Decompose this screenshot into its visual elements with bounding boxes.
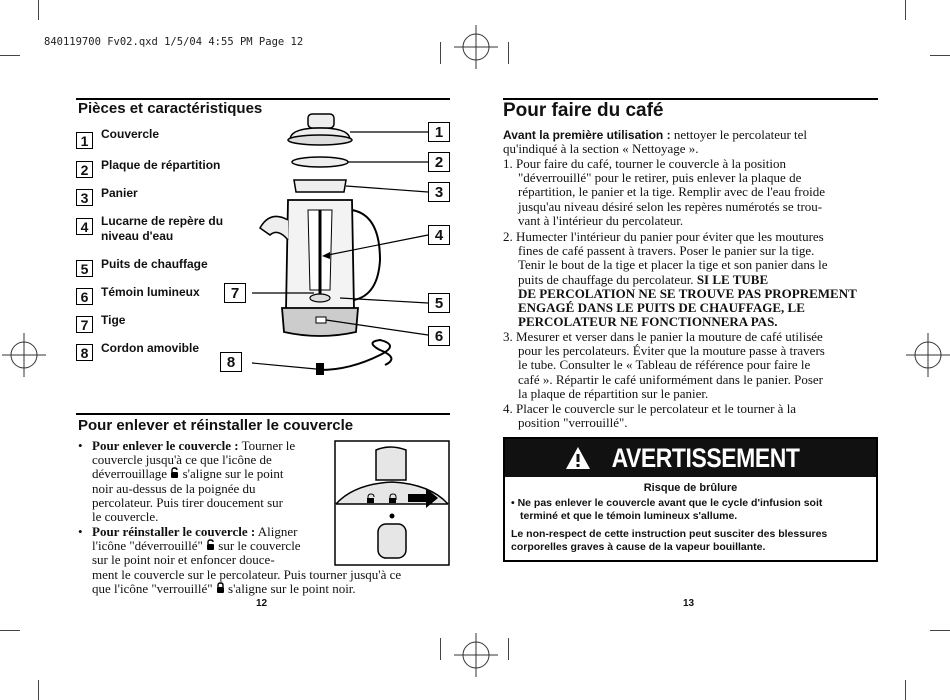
page-number-right: 13	[683, 598, 695, 609]
step-4: 4. Placer le couvercle sur le percolateur et le tourner à la position "verrouillé".	[503, 401, 797, 431]
crop-mark	[0, 55, 20, 56]
remove-lid-text: Pour enlever le couvercle : Tourner le couvercle jusqu'à ce que l'icône de déverrouillage s'aligne sur le point noir au-dessus de la poignée du percolateur. Puis tirer doucement sur le couvercle.	[92, 438, 296, 525]
part-number: 3	[76, 189, 93, 206]
callout-number: 4	[428, 225, 450, 245]
page-number-left: 12	[256, 598, 268, 609]
warning-note: Le non-respect de cette instruction peut susciter des blessures corporelles graves à cause de la vapeur bouillante.	[511, 528, 828, 553]
crop-mark	[930, 55, 950, 56]
intro-text: Avant la première utilisation : nettoyer le percolateur tel qu'indiqué à la section « Nettoyage ».	[503, 127, 808, 157]
lid-section-title: Pour enlever et réinstaller le couvercle	[78, 417, 354, 434]
lid-icon	[288, 114, 352, 145]
crop-mark	[905, 0, 906, 20]
part-number: 5	[76, 260, 93, 277]
warning-title: AVERTISSEMENT	[611, 442, 800, 473]
unlock-icon	[206, 539, 215, 551]
lock-icon	[216, 582, 225, 594]
part-label: Tige	[101, 313, 126, 327]
callout-number: 8	[220, 352, 242, 372]
part-label: Panier	[101, 186, 138, 200]
page-title: Pour faire du café	[503, 100, 664, 121]
registration-mark-icon	[454, 633, 498, 677]
part-number: 7	[76, 316, 93, 333]
percolator-illustration	[230, 110, 460, 390]
crop-mark	[38, 0, 39, 20]
section-rule	[76, 413, 450, 415]
warning-header	[505, 439, 876, 477]
part-label: Lucarne de repère du niveau d'eau	[101, 214, 224, 243]
indicator-light-icon	[316, 317, 326, 323]
unlock-icon	[170, 467, 179, 479]
warning-triangle-icon	[565, 446, 591, 470]
reinstall-lid-text: Pour réinstaller le couvercle : Aligner l'icône "déverrouillé" sur le couvercle sur le point noir et enfoncer douce- ment le couvercle sur le percolateur. Puis tourner jusqu'à ce que l'icône "verrouillé" s'aligne sur le point noir.	[92, 524, 402, 596]
file-slug: 840119700 Fv02.qxd 1/5/04 4:55 PM Page 12	[44, 36, 304, 48]
part-label: Couvercle	[101, 127, 160, 141]
crop-mark	[930, 630, 950, 631]
part-number: 8	[76, 344, 93, 361]
callout-number: 1	[428, 122, 450, 142]
cord-icon	[320, 340, 391, 370]
crop-mark	[0, 630, 20, 631]
part-label: Cordon amovible	[101, 341, 200, 355]
bullet: •	[78, 524, 83, 539]
part-label: Témoin lumineux	[101, 285, 200, 299]
parts-title: Pièces et caractéristiques	[78, 100, 263, 117]
basket-icon	[294, 180, 346, 192]
warning-bullet: • Ne pas enlever le couvercle avant que le cycle d'infusion soit terminé et que le témoin lumineux s'allume.	[511, 497, 823, 522]
crop-mark	[508, 638, 509, 660]
callout-number: 6	[428, 326, 450, 346]
part-number: 4	[76, 218, 93, 235]
step-2: 2. Humecter l'intérieur du panier pour éviter que les moutures fines de café passent à travers. Poser le panier sur la tige. Tenir le bout de la tige et placer la tige et son panier dans le puits de chauffage du percolateur. SI LE TUBE DE PERCOLATION NE SE TROUVE PAS PROPREMENT ENGAGÉ DANS LE PUITS DE CHAUFFAGE, LE PERCOLATEUR NE FONCTIONNERA PAS.	[503, 229, 857, 330]
callout-number: 3	[428, 182, 450, 202]
step-1: 1. Pour faire du café, tourner le couvercle à la position "déverrouillé" pour le retirer, puis enlever la plaque de répartition, le panier et la tige. Remplir avec de l'eau froide jusqu'au niveau désiré selon les repères numérotés se trou- vant à l'intérieur du percolateur.	[503, 156, 825, 228]
crop-mark	[440, 42, 441, 64]
warning-subtitle: Risque de brûlure	[643, 482, 738, 494]
part-label: Plaque de répartition	[101, 158, 221, 172]
crop-mark	[440, 638, 441, 660]
part-number: 1	[76, 132, 93, 149]
callout-number: 5	[428, 293, 450, 313]
crop-mark	[905, 680, 906, 700]
crop-mark	[508, 42, 509, 64]
spreader-plate-icon	[292, 157, 348, 167]
part-number: 2	[76, 161, 93, 178]
callout-number: 2	[428, 152, 450, 172]
part-label: Puits de chauffage	[101, 257, 208, 271]
crop-mark	[38, 680, 39, 700]
callout-number: 7	[224, 283, 246, 303]
lid-rotation-illustration	[334, 440, 450, 566]
part-number: 6	[76, 288, 93, 305]
registration-mark-icon	[454, 25, 498, 69]
warning-box	[503, 437, 878, 562]
registration-mark-icon	[906, 333, 950, 377]
registration-mark-icon	[2, 333, 46, 377]
step-3: 3. Mesurer et verser dans le panier la mouture de café utilisée pour les percolateurs. Éviter que la mouture passe à travers le tube. Consulter le « Tableau de référence pour faire le café ». Répartir le café uniformément dans le panier. Poser la plaque de répartition sur le panier.	[503, 329, 825, 401]
bullet: •	[78, 438, 83, 453]
